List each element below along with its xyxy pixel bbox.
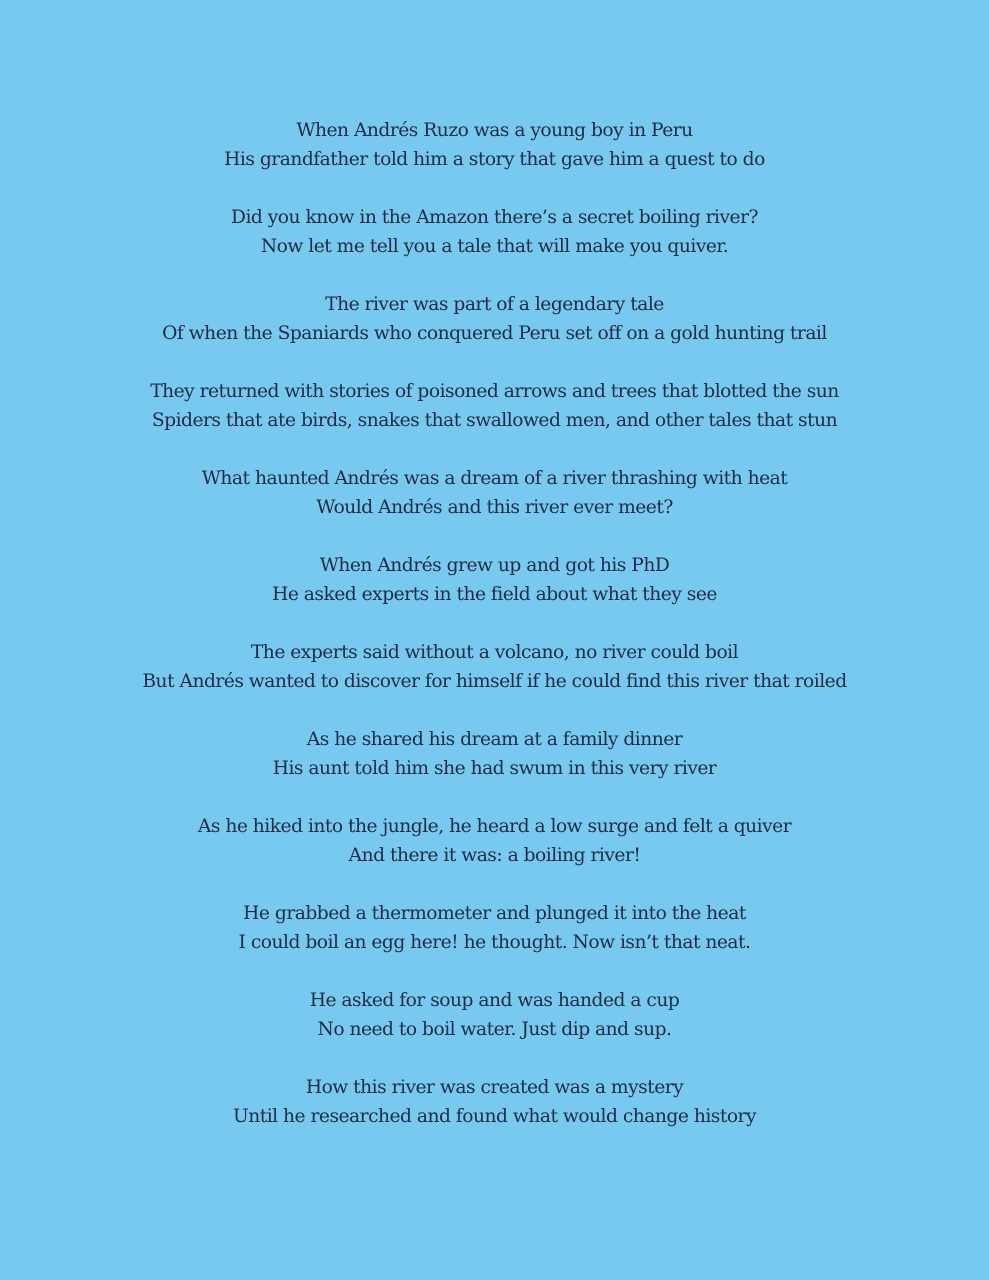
poem-line: When Andrés grew up and got his PhD [319, 555, 670, 576]
poem-line: But Andrés wanted to discover for himself if he could find this river that roiled [142, 671, 847, 692]
poem-line: His aunt told him she had swum in this very river [272, 758, 717, 779]
poem-line: And there it was: a boiling river! [348, 845, 641, 866]
poem-line: The river was part of a legendary tale [325, 294, 664, 315]
poem-line: He asked for soup and was handed a cup [309, 990, 680, 1011]
poem-line: Would Andrés and this river ever meet? [316, 497, 673, 518]
poem-line: Did you know in the Amazon there’s a secret boiling river? [231, 207, 758, 228]
poem-line: Of when the Spaniards who conquered Peru set off on a gold hunting trail [162, 323, 827, 344]
poem-page [0, 116, 989, 1160]
poem-line: As he shared his dream at a family dinner [306, 729, 683, 750]
poem-line: He grabbed a thermometer and plunged it into the heat [243, 903, 746, 924]
stanza-6 [0, 551, 989, 609]
poem-line: His grandfather told him a story that gave him a quest to do [224, 149, 765, 170]
stanza-4 [0, 377, 989, 435]
poem-line: They returned with stories of poisoned arrows and trees that blotted the sun [150, 381, 839, 402]
poem-line: I could boil an egg here! he thought. Now isn’t that neat. [238, 932, 751, 953]
stanza-2 [0, 203, 989, 261]
stanza-8 [0, 725, 989, 783]
poem-line: How this river was created was a mystery [305, 1077, 684, 1098]
poem-line: When Andrés Ruzo was a young boy in Peru [296, 120, 693, 141]
stanza-12 [0, 1073, 989, 1131]
stanza-3 [0, 290, 989, 348]
poem-line: What haunted Andrés was a dream of a river thrashing with heat [201, 468, 788, 489]
poem-line: He asked experts in the field about what they see [272, 584, 717, 605]
poem-line: Spiders that ate birds, snakes that swallowed men, and other tales that stun [151, 410, 838, 431]
stanza-11 [0, 986, 989, 1044]
poem-line: The experts said without a volcano, no river could boil [250, 642, 739, 663]
poem-line: Until he researched and found what would change history [232, 1106, 757, 1127]
stanza-7 [0, 638, 989, 696]
poem-line: No need to boil water. Just dip and sup. [317, 1019, 672, 1040]
stanza-5 [0, 464, 989, 522]
poem-line: Now let me tell you a tale that will make you quiver. [260, 236, 729, 257]
stanza-10 [0, 899, 989, 957]
stanza-9 [0, 812, 989, 870]
stanza-1 [0, 116, 989, 174]
poem-line: As he hiked into the jungle, he heard a low surge and felt a quiver [197, 816, 792, 837]
